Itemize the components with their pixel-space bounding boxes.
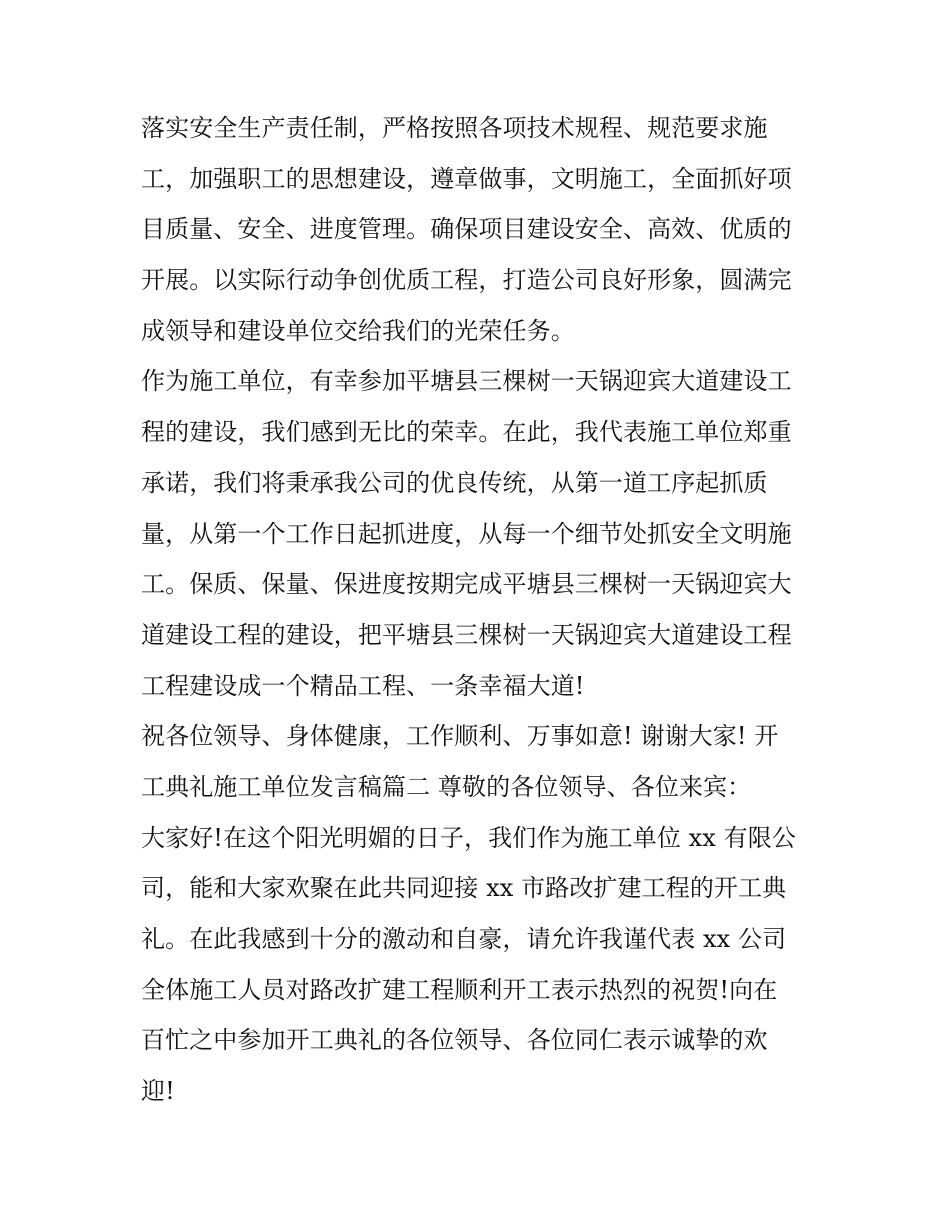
text-line: 迎! [141, 1077, 175, 1106]
document-body [141, 103, 821, 1117]
text-line: 工，加强职工的思想建设，遵章做事，文明施工，全面抓好项 [141, 164, 792, 193]
text-line: 工程建设成一个精品工程、一条幸福大道! [141, 671, 585, 700]
text-line: 作为施工单位，有幸参加平塘县三棵树一天锅迎宾大道建设工 [141, 367, 792, 396]
text-line: 程的建设，我们感到无比的荣幸。在此，我代表施工单位郑重 [141, 418, 792, 447]
text-line: 目质量、安全、进度管理。确保项目建设安全、高效、优质的 [141, 215, 792, 244]
text-line: 百忙之中参加开工典礼的各位领导、各位同仁表示诚挚的欢 [141, 1026, 768, 1055]
text-line: 礼。在此我感到十分的激动和自豪，请允许我谨代表 xx 公司 [141, 925, 787, 953]
text-line: 成领导和建设单位交给我们的光荣任务。 [141, 316, 575, 345]
text-line: 开展。以实际行动争创优质工程，打造公司良好形象，圆满完 [141, 266, 792, 295]
text-line: 祝各位领导、身体健康，工作顺利、万事如意! 谢谢大家! 开 [141, 722, 779, 751]
text-line: 道建设工程的建设，把平塘县三棵树一天锅迎宾大道建设工程 [141, 620, 792, 649]
text-line: 司，能和大家欢聚在此共同迎接 xx 市路改扩建工程的开工典 [141, 874, 787, 903]
text-line: 承诺，我们将秉承我公司的优良传统，从第一道工序起抓质 [141, 468, 768, 497]
text-line: 量，从第一个工作日起抓进度，从每一个细节处抓安全文明施 [141, 519, 792, 548]
text-line: 工。保质、保量、保进度按期完成平塘县三棵树一天锅迎宾大 [141, 570, 792, 599]
text-line: 全体施工人员对路改扩建工程顺利开工表示热烈的祝贺!向在 [141, 975, 778, 1004]
text-line: 落实安全生产责任制，严格按照各项技术规程、规范要求施 [141, 114, 768, 142]
text-line: 工典礼施工单位发言稿篇二 尊敬的各位领导、各位来宾： [141, 772, 752, 801]
text-line: 大家好!在这个阳光明媚的日子，我们作为施工单位 xx 有限公 [141, 823, 796, 852]
